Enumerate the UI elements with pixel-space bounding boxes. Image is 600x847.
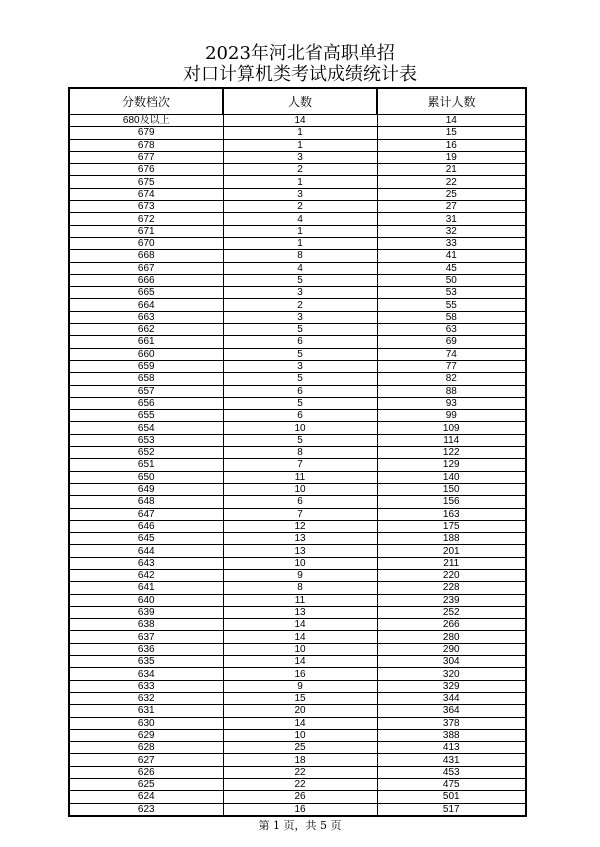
table-row — [69, 262, 526, 274]
cell-score-band: 672 — [69, 213, 223, 225]
cell-score-band: 633 — [69, 680, 223, 692]
cell-score-band: 654 — [69, 422, 223, 434]
cell-score-band: 658 — [69, 373, 223, 385]
table-row — [69, 336, 526, 348]
header-cumulative: 累计人数 — [377, 88, 526, 115]
cell-cumulative: 329 — [377, 680, 526, 692]
cell-cumulative: 175 — [377, 520, 526, 532]
cell-score-band: 675 — [69, 176, 223, 188]
cell-score-band: 650 — [69, 471, 223, 483]
cell-count: 1 — [223, 176, 377, 188]
cell-score-band: 655 — [69, 410, 223, 422]
table-row — [69, 410, 526, 422]
table-row — [69, 631, 526, 643]
table-row — [69, 397, 526, 409]
cell-count: 14 — [223, 656, 377, 668]
table-row — [69, 569, 526, 581]
cell-cumulative: 201 — [377, 545, 526, 557]
table-row — [69, 483, 526, 495]
table-body — [69, 115, 526, 816]
cell-score-band: 667 — [69, 262, 223, 274]
cell-count: 22 — [223, 766, 377, 778]
cell-count: 14 — [223, 631, 377, 643]
cell-cumulative: 31 — [377, 213, 526, 225]
cell-cumulative: 501 — [377, 791, 526, 803]
cell-cumulative: 99 — [377, 410, 526, 422]
cell-count: 9 — [223, 569, 377, 581]
table-row — [69, 557, 526, 569]
cell-count: 5 — [223, 274, 377, 286]
cell-count: 22 — [223, 779, 377, 791]
cell-score-band: 673 — [69, 201, 223, 213]
cell-score-band: 623 — [69, 803, 223, 816]
cell-count: 2 — [223, 201, 377, 213]
score-table — [68, 87, 527, 817]
table-row — [69, 619, 526, 631]
table-row — [69, 434, 526, 446]
cell-cumulative: 378 — [377, 717, 526, 729]
table-row — [69, 533, 526, 545]
cell-count: 14 — [223, 619, 377, 631]
cell-count: 10 — [223, 729, 377, 741]
cell-score-band: 663 — [69, 311, 223, 323]
cell-cumulative: 344 — [377, 692, 526, 704]
cell-count: 1 — [223, 139, 377, 151]
cell-count: 3 — [223, 360, 377, 372]
table-row — [69, 237, 526, 249]
cell-score-band: 624 — [69, 791, 223, 803]
cell-score-band: 631 — [69, 705, 223, 717]
cell-count: 14 — [223, 115, 377, 127]
cell-score-band: 629 — [69, 729, 223, 741]
table-row — [69, 496, 526, 508]
cell-cumulative: 252 — [377, 606, 526, 618]
cell-cumulative: 163 — [377, 508, 526, 520]
cell-count: 10 — [223, 643, 377, 655]
cell-cumulative: 431 — [377, 754, 526, 766]
table-header-row — [69, 88, 526, 115]
cell-cumulative: 220 — [377, 569, 526, 581]
cell-count: 25 — [223, 742, 377, 754]
cell-score-band: 677 — [69, 151, 223, 163]
table-row — [69, 705, 526, 717]
cell-count: 26 — [223, 791, 377, 803]
cell-score-band: 636 — [69, 643, 223, 655]
cell-score-band: 648 — [69, 496, 223, 508]
cell-count: 3 — [223, 287, 377, 299]
cell-score-band: 638 — [69, 619, 223, 631]
cell-cumulative: 19 — [377, 151, 526, 163]
table-row — [69, 360, 526, 372]
cell-cumulative: 82 — [377, 373, 526, 385]
cell-count: 16 — [223, 668, 377, 680]
cell-count: 3 — [223, 311, 377, 323]
cell-count: 1 — [223, 237, 377, 249]
cell-count: 5 — [223, 348, 377, 360]
table-row — [69, 311, 526, 323]
table-row — [69, 729, 526, 741]
table-row — [69, 115, 526, 127]
cell-count: 16 — [223, 803, 377, 816]
table-row — [69, 594, 526, 606]
table-row — [69, 127, 526, 139]
cell-count: 12 — [223, 520, 377, 532]
cell-score-band: 645 — [69, 533, 223, 545]
cell-score-band: 649 — [69, 483, 223, 495]
document-title: 2023年河北省高职单招 — [205, 43, 395, 64]
cell-count: 8 — [223, 582, 377, 594]
cell-count: 14 — [223, 717, 377, 729]
cell-count: 9 — [223, 680, 377, 692]
cell-score-band: 630 — [69, 717, 223, 729]
document-subtitle: 对口计算机类考试成绩统计表 — [183, 64, 417, 85]
cell-cumulative: 74 — [377, 348, 526, 360]
cell-count: 10 — [223, 483, 377, 495]
cell-count: 6 — [223, 385, 377, 397]
cell-score-band: 664 — [69, 299, 223, 311]
table-row — [69, 779, 526, 791]
table-row — [69, 742, 526, 754]
cell-score-band: 680及以上 — [69, 115, 223, 127]
cell-count: 11 — [223, 594, 377, 606]
cell-count: 15 — [223, 692, 377, 704]
cell-score-band: 641 — [69, 582, 223, 594]
cell-count: 13 — [223, 533, 377, 545]
cell-score-band: 660 — [69, 348, 223, 360]
cell-cumulative: 280 — [377, 631, 526, 643]
table-row — [69, 717, 526, 729]
cell-cumulative: 150 — [377, 483, 526, 495]
cell-count: 13 — [223, 606, 377, 618]
cell-score-band: 652 — [69, 447, 223, 459]
cell-score-band: 666 — [69, 274, 223, 286]
cell-score-band: 653 — [69, 434, 223, 446]
cell-score-band: 625 — [69, 779, 223, 791]
cell-score-band: 676 — [69, 164, 223, 176]
cell-cumulative: 53 — [377, 287, 526, 299]
cell-cumulative: 140 — [377, 471, 526, 483]
cell-cumulative: 69 — [377, 336, 526, 348]
table-row — [69, 250, 526, 262]
cell-cumulative: 93 — [377, 397, 526, 409]
table-row — [69, 582, 526, 594]
cell-cumulative: 77 — [377, 360, 526, 372]
cell-cumulative: 15 — [377, 127, 526, 139]
cell-count: 4 — [223, 262, 377, 274]
table-row — [69, 274, 526, 286]
cell-score-band: 661 — [69, 336, 223, 348]
table-row — [69, 422, 526, 434]
cell-cumulative: 517 — [377, 803, 526, 816]
table-row — [69, 213, 526, 225]
table-row — [69, 447, 526, 459]
cell-count: 5 — [223, 397, 377, 409]
cell-cumulative: 16 — [377, 139, 526, 151]
table-row — [69, 791, 526, 803]
cell-cumulative: 22 — [377, 176, 526, 188]
cell-cumulative: 388 — [377, 729, 526, 741]
cell-count: 5 — [223, 324, 377, 336]
cell-count: 8 — [223, 447, 377, 459]
cell-cumulative: 188 — [377, 533, 526, 545]
cell-score-band: 659 — [69, 360, 223, 372]
cell-cumulative: 14 — [377, 115, 526, 127]
cell-cumulative: 290 — [377, 643, 526, 655]
cell-cumulative: 27 — [377, 201, 526, 213]
cell-score-band: 640 — [69, 594, 223, 606]
cell-cumulative: 413 — [377, 742, 526, 754]
cell-score-band: 670 — [69, 237, 223, 249]
cell-cumulative: 21 — [377, 164, 526, 176]
cell-score-band: 644 — [69, 545, 223, 557]
table-row — [69, 324, 526, 336]
cell-count: 13 — [223, 545, 377, 557]
cell-count: 6 — [223, 336, 377, 348]
cell-cumulative: 320 — [377, 668, 526, 680]
cell-score-band: 628 — [69, 742, 223, 754]
cell-count: 10 — [223, 422, 377, 434]
cell-score-band: 678 — [69, 139, 223, 151]
cell-cumulative: 88 — [377, 385, 526, 397]
cell-count: 1 — [223, 225, 377, 237]
cell-count: 20 — [223, 705, 377, 717]
table-row — [69, 373, 526, 385]
cell-cumulative: 266 — [377, 619, 526, 631]
table-row — [69, 680, 526, 692]
table-row — [69, 545, 526, 557]
table-row — [69, 385, 526, 397]
table-row — [69, 164, 526, 176]
cell-score-band: 646 — [69, 520, 223, 532]
cell-score-band: 626 — [69, 766, 223, 778]
header-score-band: 分数档次 — [69, 88, 223, 115]
table-row — [69, 139, 526, 151]
cell-cumulative: 211 — [377, 557, 526, 569]
table-row — [69, 471, 526, 483]
table-row — [69, 188, 526, 200]
cell-cumulative: 55 — [377, 299, 526, 311]
cell-score-band: 679 — [69, 127, 223, 139]
cell-count: 5 — [223, 434, 377, 446]
table-row — [69, 459, 526, 471]
cell-cumulative: 453 — [377, 766, 526, 778]
table-row — [69, 668, 526, 680]
cell-score-band: 643 — [69, 557, 223, 569]
cell-count: 7 — [223, 508, 377, 520]
cell-count: 8 — [223, 250, 377, 262]
cell-cumulative: 41 — [377, 250, 526, 262]
cell-count: 3 — [223, 151, 377, 163]
table-row — [69, 508, 526, 520]
table-row — [69, 606, 526, 618]
table-row — [69, 754, 526, 766]
cell-score-band: 642 — [69, 569, 223, 581]
table-row — [69, 692, 526, 704]
table-row — [69, 766, 526, 778]
cell-score-band: 674 — [69, 188, 223, 200]
cell-cumulative: 58 — [377, 311, 526, 323]
cell-score-band: 639 — [69, 606, 223, 618]
page-footer: 第 1 页，共 5 页 — [258, 819, 342, 832]
cell-score-band: 647 — [69, 508, 223, 520]
cell-cumulative: 33 — [377, 237, 526, 249]
table-row — [69, 287, 526, 299]
cell-cumulative: 114 — [377, 434, 526, 446]
cell-cumulative: 25 — [377, 188, 526, 200]
cell-score-band: 632 — [69, 692, 223, 704]
cell-count: 7 — [223, 459, 377, 471]
cell-cumulative: 364 — [377, 705, 526, 717]
cell-count: 2 — [223, 299, 377, 311]
cell-score-band: 665 — [69, 287, 223, 299]
cell-cumulative: 228 — [377, 582, 526, 594]
cell-count: 10 — [223, 557, 377, 569]
cell-cumulative: 45 — [377, 262, 526, 274]
cell-score-band: 651 — [69, 459, 223, 471]
cell-count: 18 — [223, 754, 377, 766]
table-row — [69, 520, 526, 532]
table-row — [69, 643, 526, 655]
table-row — [69, 176, 526, 188]
table-row — [69, 803, 526, 816]
cell-score-band: 627 — [69, 754, 223, 766]
table-row — [69, 225, 526, 237]
cell-cumulative: 63 — [377, 324, 526, 336]
cell-cumulative: 304 — [377, 656, 526, 668]
cell-score-band: 637 — [69, 631, 223, 643]
cell-score-band: 634 — [69, 668, 223, 680]
cell-count: 4 — [223, 213, 377, 225]
cell-cumulative: 50 — [377, 274, 526, 286]
cell-cumulative: 109 — [377, 422, 526, 434]
cell-cumulative: 156 — [377, 496, 526, 508]
cell-score-band: 662 — [69, 324, 223, 336]
cell-count: 2 — [223, 164, 377, 176]
cell-score-band: 668 — [69, 250, 223, 262]
cell-count: 6 — [223, 496, 377, 508]
cell-cumulative: 32 — [377, 225, 526, 237]
table-row — [69, 348, 526, 360]
table-row — [69, 656, 526, 668]
header-count: 人数 — [223, 88, 377, 115]
cell-cumulative: 475 — [377, 779, 526, 791]
cell-cumulative: 129 — [377, 459, 526, 471]
cell-count: 5 — [223, 373, 377, 385]
cell-cumulative: 122 — [377, 447, 526, 459]
cell-count: 1 — [223, 127, 377, 139]
table-row — [69, 299, 526, 311]
cell-count: 6 — [223, 410, 377, 422]
cell-count: 11 — [223, 471, 377, 483]
cell-score-band: 671 — [69, 225, 223, 237]
cell-cumulative: 239 — [377, 594, 526, 606]
cell-score-band: 635 — [69, 656, 223, 668]
cell-score-band: 656 — [69, 397, 223, 409]
cell-count: 3 — [223, 188, 377, 200]
table-row — [69, 201, 526, 213]
table-row — [69, 151, 526, 163]
cell-score-band: 657 — [69, 385, 223, 397]
